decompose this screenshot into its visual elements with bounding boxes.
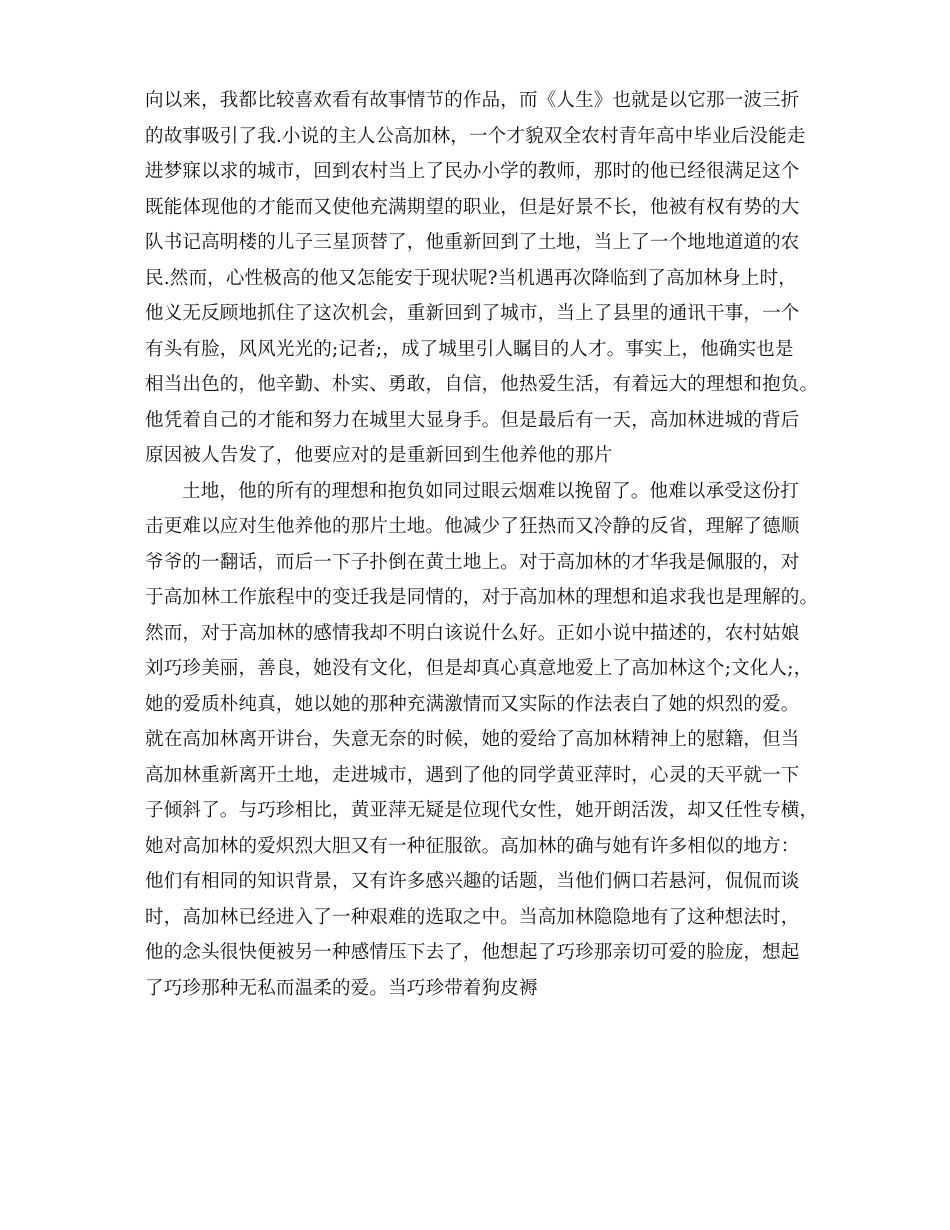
text-line: 她的爱质朴纯真，她以她的那种充满激情而又实际的作法表白了她的炽烈的爱。	[145, 693, 800, 715]
text-line: 向以来，我都比较喜欢看有故事情节的作品，而《人生》也就是以它那一波三折	[145, 90, 800, 111]
text-line: 然而，对于高加林的感情我却不明白该说什么好。正如小说中描述的，农村姑娘	[145, 622, 800, 644]
text-line: 队书记高明楼的儿子三星顶替了，他重新回到了土地，当上了一个地地道道的农	[145, 232, 800, 253]
paragraph-1	[145, 83, 819, 474]
text-line: 他义无反顾地抓住了这次机会，重新回到了城市，当上了县里的通讯干事，一个	[145, 303, 800, 324]
text-line: 了巧珍那种无私而温柔的爱。当巧珍带着狗皮褥	[145, 977, 538, 999]
text-line: 于高加林工作旅程中的变迁我是同情的，对于高加林的理想和追求我也是理解的。	[145, 587, 819, 608]
text-line: 高加林重新离开土地，走进城市，遇到了他的同学黄亚萍时，心灵的天平就一下	[145, 764, 800, 786]
text-line: 刘巧珍美丽，善良，她没有文化，但是却真心真意地爱上了高加林这个;文化人;，	[145, 658, 813, 679]
text-line: 进梦寐以求的城市，回到农村当上了民办小学的教师，那时的他已经很满足这个	[145, 161, 800, 182]
text-line: 击更难以应对生他养他的那片土地。他减少了狂热而又冷静的反省，理解了德顺	[145, 516, 800, 537]
text-line: 他凭着自己的才能和努力在城里大显身手。但是最后有一天，高加林进城的背后	[145, 409, 800, 431]
text-line: 他的念头很快便被另一种感情压下去了，他想起了巧珍那亲切可爱的脸庞，想起	[145, 942, 800, 963]
text-line: 他们有相同的知识背景，又有许多感兴趣的话题，当他们俩口若悬河，侃侃而谈	[145, 871, 800, 892]
text-line: 爷爷的一翻话，而后一下子扑倒在黄土地上。对于高加林的才华我是佩服的，对	[145, 551, 800, 573]
text-line: 子倾斜了。与巧珍相比，黄亚萍无疑是位现代女性，她开朗活泼，却又任性专横，	[145, 800, 819, 821]
text-line: 她对高加林的爱炽烈大胆又有一种征服欲。高加林的确与她有许多相似的地方：	[145, 835, 800, 857]
text-line: 既能体现他的才能而又使他充满期望的职业，但是好景不长，他被有权有势的大	[145, 196, 800, 218]
text-line: 就在高加林离开讲台，失意无奈的时候，她的爱给了高加林精神上的慰籍，但当	[145, 729, 800, 750]
text-line: 有头有脸，风风光光的;记者;，成了城里引人瞩目的人才。事实上，他确实也是	[145, 338, 794, 360]
text-line: 土地，他的所有的理想和抱负如同过眼云烟难以挽留了。他难以承受这份打	[182, 480, 800, 502]
text-line: 时，高加林已经进入了一种艰难的选取之中。当高加林隐隐地有了这种想法时，	[145, 906, 800, 928]
paragraph-2	[145, 474, 819, 1007]
text-line: 原因被人告发了，他要应对的是重新回到生他养他的那片	[145, 445, 613, 466]
text-line: 相当出色的，他辛勤、朴实、勇敢，自信，他热爱生活，有着远大的理想和抱负。	[145, 374, 819, 395]
text-line: 的故事吸引了我.小说的主人公高加林，一个才貌双全农村青年高中毕业后没能走	[145, 125, 806, 147]
document-body	[145, 83, 819, 1006]
text-line: 民.然而，心性极高的他又怎能安于现状呢?当机遇再次降临到了高加林身上时，	[145, 267, 798, 289]
